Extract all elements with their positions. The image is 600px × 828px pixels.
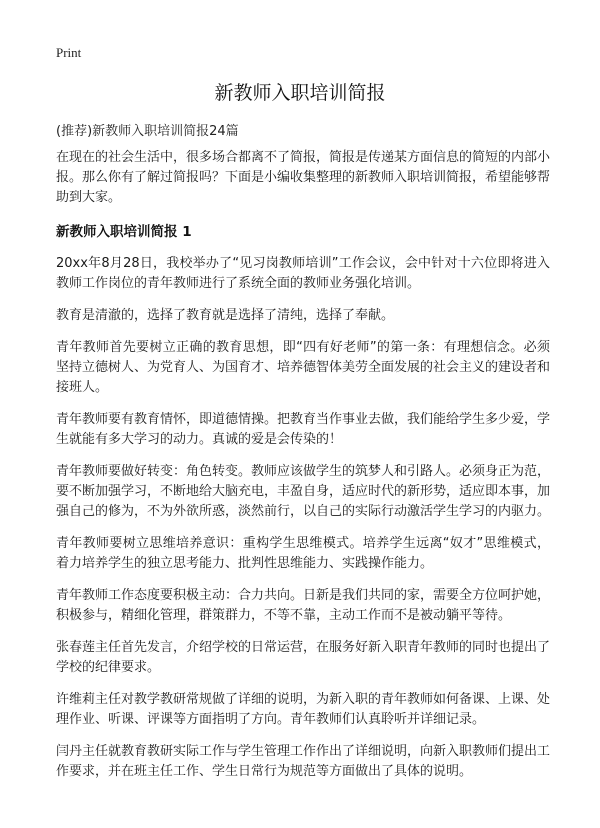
- body-paragraph: 20xx年8月28日，我校举办了“见习岗教师培训”工作会议，会中针对十六位即将进入教师工作岗位的青年教师进行了系统全面的教师业务强化培训。: [56, 256, 550, 291]
- intro-paragraph: 在现在的社会生活中，很多场合都离不了简报，简报是传递某方面信息的简短的内部小报。那么你有了解过简报吗？下面是小编收集整理的新教师入职培训简报，希望能够帮助到大家。: [56, 150, 551, 205]
- body-paragraph: 许维莉主任对教学教研常规做了详细的说明，为新入职的青年教师如何备课、上课、处理作业、听课、评课等方面指明了方向。青年教师们认真聆听并详细记录。: [56, 692, 551, 727]
- body-paragraph: 青年教师要树立思维培养意识：重构学生思维模式。培养学生远离“奴才”思维模式，着力培养学生的独立思考能力、批判性思维能力、实践操作能力。: [56, 536, 550, 571]
- body-paragraph: 教育是清澈的，选择了教育就是选择了清纯，选择了奉献。: [56, 308, 395, 323]
- document-subtitle: (推荐)新教师入职培训简报24篇: [56, 124, 239, 139]
- page-title: 新教师入职培训简报: [214, 82, 386, 104]
- body-paragraph: 青年教师首先要树立正确的教育思想，即“四有好老师”的第一条：有理想信念。必须坚持立德树人、为党育人、为国育才、培养德智体美劳全面发展的社会主义的建设者和接班人。: [56, 340, 551, 395]
- body-paragraph: 青年教师要做好转变：角色转变。教师应该做学生的筑梦人和引路人。必须身正为范，要不断加强学习，不断地给大脑充电，丰盈自身，适应时代的新形势，适应即本事，加强自己的修为，不为外欲所惑，淡然前行，以自己的实际行动激活学生学习的内驱力。: [56, 464, 551, 519]
- document-body: [56, 148, 550, 794]
- body-paragraph: 闫丹主任就教育教研实际工作与学生管理工作作出了详细说明，向新入职教师们提出工作要求，并在班主任工作、学生日常行为规范等方面做出了具体的说明。: [56, 744, 551, 779]
- section-heading: 新教师入职培训简报 1: [56, 224, 192, 240]
- body-paragraph: 青年教师要有教育情怀，即道德情操。把教育当作事业去做，我们能给学生多少爱，学生就能有多大学习的动力。真诚的爱是会传染的！: [56, 412, 551, 447]
- print-link[interactable]: Print: [56, 45, 82, 60]
- body-paragraph: 张春莲主任首先发言，介绍学校的日常运营，在服务好新入职青年教师的同时也提出了学校的纪律要求。: [56, 640, 551, 675]
- body-paragraph: 青年教师工作态度要积极主动：合力共向。日新是我们共同的家，需要全方位呵护她，积极参与，精细化管理，群策群力，不等不靠，主动工作而不是被动躺平等待。: [56, 588, 551, 623]
